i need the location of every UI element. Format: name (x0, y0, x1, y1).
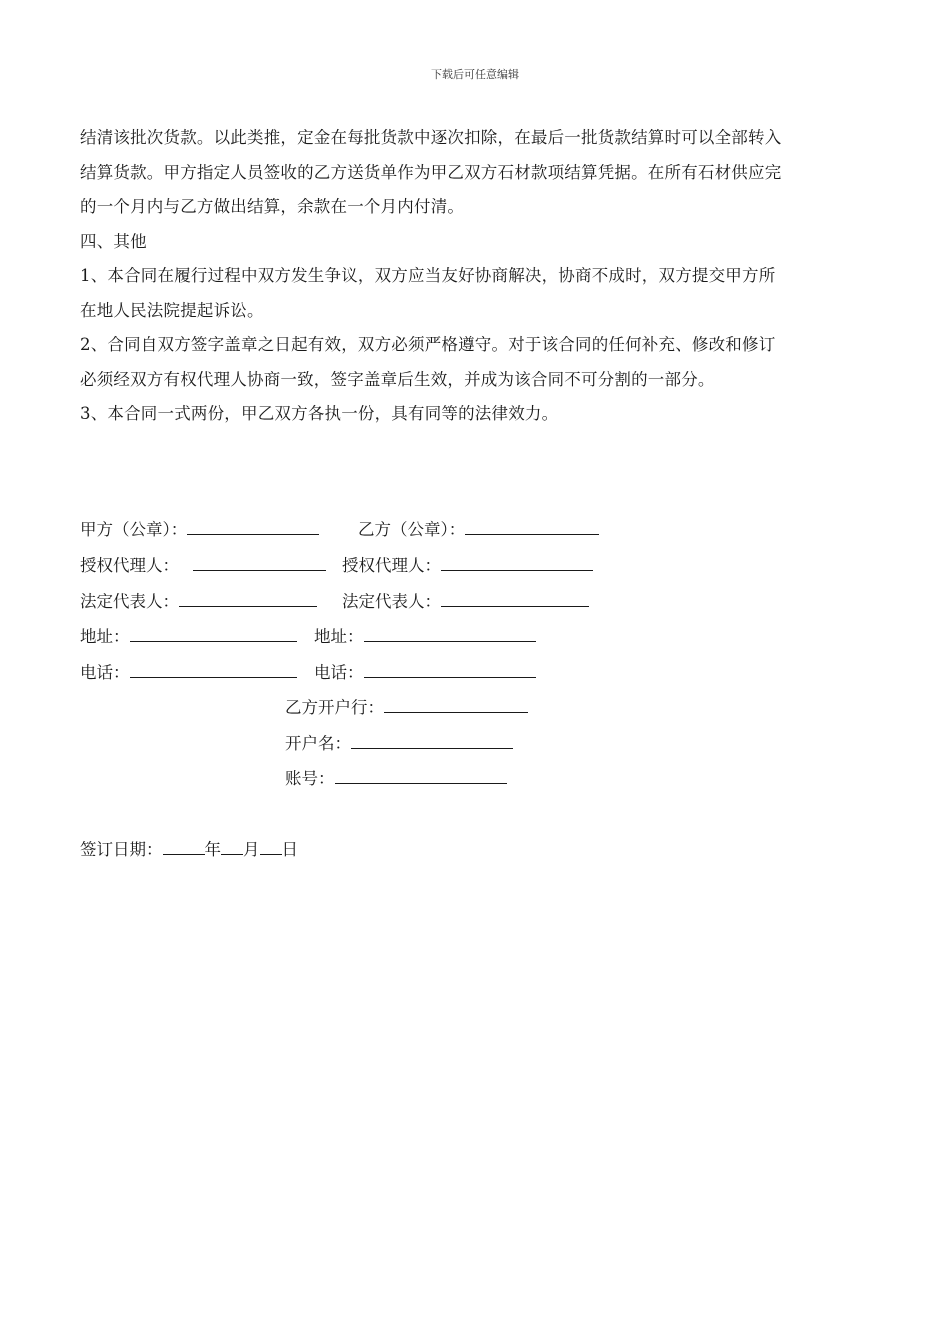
bank-field[interactable] (384, 698, 528, 713)
party-a-seal-field[interactable] (187, 520, 319, 535)
account-no-field[interactable] (335, 769, 507, 784)
legal-rep-b-label: 法定代表人： (342, 592, 441, 611)
sign-date-label: 签订日期： (80, 840, 163, 859)
party-b-seal-field[interactable] (465, 520, 599, 535)
page-header: 下载后可任意编辑 (431, 68, 519, 81)
bank-row (285, 698, 528, 718)
month-field[interactable] (221, 840, 243, 855)
account-no-label: 账号： (285, 769, 335, 788)
section-title: 四、其他 (80, 231, 147, 251)
phone-a-label: 电话： (80, 663, 130, 682)
phone-b-field[interactable] (364, 663, 536, 678)
phone-b-row (314, 663, 536, 683)
phone-a-row (80, 663, 297, 683)
address-b-field[interactable] (364, 627, 536, 642)
agent-b-label: 授权代理人： (342, 556, 441, 575)
bank-label: 乙方开户行： (285, 698, 384, 717)
party-a-seal-label: 甲方（公章）： (80, 520, 188, 539)
account-name-label: 开户名： (285, 734, 351, 753)
clause-1-line-1: 1、本合同在履行过程中双方发生争议，双方应当友好协商解决，协商不成时，双方提交甲方所 (80, 266, 776, 285)
month-label: 月 (243, 840, 260, 859)
account-name-row (285, 734, 513, 754)
phone-b-label: 电话： (314, 663, 364, 682)
year-label: 年 (204, 840, 221, 859)
paragraph-line: 结算货款。甲方指定人员签收的乙方送货单作为甲乙双方石材款项结算凭据。在所有石材供应完 (80, 162, 782, 182)
agent-a-row (80, 556, 326, 576)
party-b-seal-row (358, 520, 599, 540)
agent-b-field[interactable] (441, 556, 593, 571)
address-a-field[interactable] (130, 627, 297, 642)
legal-rep-a-label: 法定代表人： (80, 592, 179, 611)
legal-rep-a-row (80, 592, 317, 612)
day-label: 日 (281, 840, 298, 859)
phone-a-field[interactable] (130, 663, 297, 678)
year-field[interactable] (163, 840, 205, 855)
legal-rep-b-field[interactable] (441, 592, 589, 607)
contract-body (80, 121, 885, 432)
agent-b-row (342, 556, 593, 576)
sign-date-row (80, 840, 298, 860)
address-a-row (80, 627, 297, 647)
legal-rep-b-row (342, 592, 589, 612)
address-b-label: 地址： (314, 627, 364, 646)
paragraph-line: 的一个月内与乙方做出结算，余款在一个月内付清。 (80, 197, 465, 216)
party-b-seal-label: 乙方（公章）： (358, 520, 466, 539)
account-name-field[interactable] (351, 734, 513, 749)
address-b-row (314, 627, 536, 647)
agent-a-field[interactable] (193, 556, 326, 571)
clause-2-line-1: 2、合同自双方签字盖章之日起有效，双方必须严格遵守。对于该合同的任何补充、修改和修订 (80, 335, 776, 354)
day-field[interactable] (260, 840, 282, 855)
clause-1-line-2: 在地人民法院提起诉讼。 (80, 300, 264, 320)
clause-2-line-2: 必须经双方有权代理人协商一致，签字盖章后生效，并成为该合同不可分割的一部分。 (80, 369, 715, 389)
paragraph-line: 结清该批次货款。以此类推，定金在每批货款中逐次扣除，在最后一批货款结算时可以全部转入 (80, 128, 782, 147)
clause-3-line-1: 3、本合同一式两份，甲乙双方各执一份，具有同等的法律效力。 (80, 404, 559, 423)
address-a-label: 地址： (80, 627, 130, 646)
agent-a-label: 授权代理人： (80, 556, 179, 575)
legal-rep-a-field[interactable] (179, 592, 317, 607)
party-a-seal-row (80, 520, 319, 540)
account-no-row (285, 769, 507, 789)
